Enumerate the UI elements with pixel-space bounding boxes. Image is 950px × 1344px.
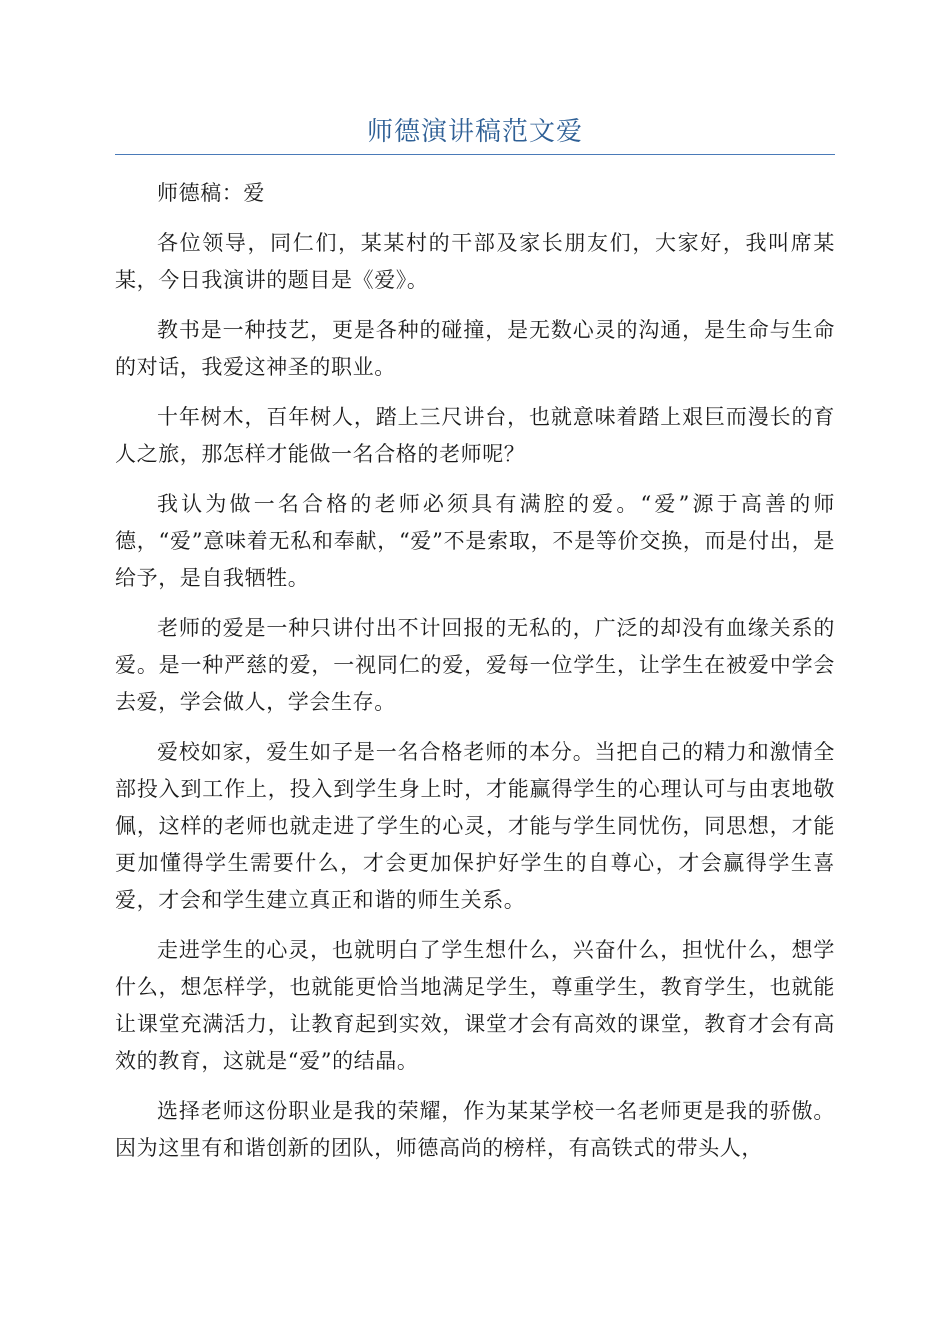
paragraph-heading: 师德稿：爱	[157, 181, 265, 205]
paragraph: 教书是一种技艺，更是各种的碰撞，是无数心灵的沟通，是生命与生命的对话，我爱这神圣的职业。	[115, 318, 835, 379]
paragraph: 老师的爱是一种只讲付出不计回报的无私的，广泛的却没有血缘关系的爱。是一种严慈的爱，一视同仁的爱，爱每一位学生，让学生在被爱中学会去爱，学会做人，学会生存。	[115, 616, 835, 714]
title-underline	[115, 154, 835, 155]
paragraph: 选择老师这份职业是我的荣耀，作为某某学校一名老师更是我的骄傲。因为这里有和谐创新的团队，师德高尚的榜样，有高铁式的带头人，	[115, 1099, 835, 1160]
paragraph: 我认为做一名合格的老师必须具有满腔的爱。“爱”源于高善的师德，“爱”意味着无私和奉献，“爱”不是索取，不是等价交换，而是付出，是给予，是自我牺牲。	[115, 492, 835, 590]
paragraph-greeting: 各位领导，同仁们，某某村的干部及家长朋友们，大家好，我叫席某某，今日我演讲的题目是《爱》。	[115, 231, 835, 292]
document-title: 师德演讲稿范文爱	[366, 117, 583, 147]
paragraph: 爱校如家，爱生如子是一名合格老师的本分。当把自己的精力和激情全部投入到工作上，投入到学生身上时，才能赢得学生的心理认可与由衷地敬佩，这样的老师也就走进了学生的心灵，才能与学生同忧伤，同思想，才能更加懂得学生需要什么，才会更加保护好学生的自尊心，才会赢得学生喜爱，才会和学生建立真正和谐的师生关系。	[115, 740, 835, 912]
document-body	[115, 175, 835, 1180]
paragraph: 走进学生的心灵，也就明白了学生想什么，兴奋什么，担忧什么，想学什么，想怎样学，也就能更恰当地满足学生，尊重学生，教育学生，也就能让课堂充满活力，让教育起到实效，课堂才会有高效的课堂，教育才会有高效的教育，这就是“爱”的结晶。	[115, 938, 835, 1073]
paragraph: 十年树木，百年树人，踏上三尺讲台，也就意味着踏上艰巨而漫长的育人之旅，那怎样才能做一名合格的老师呢？	[115, 405, 835, 466]
